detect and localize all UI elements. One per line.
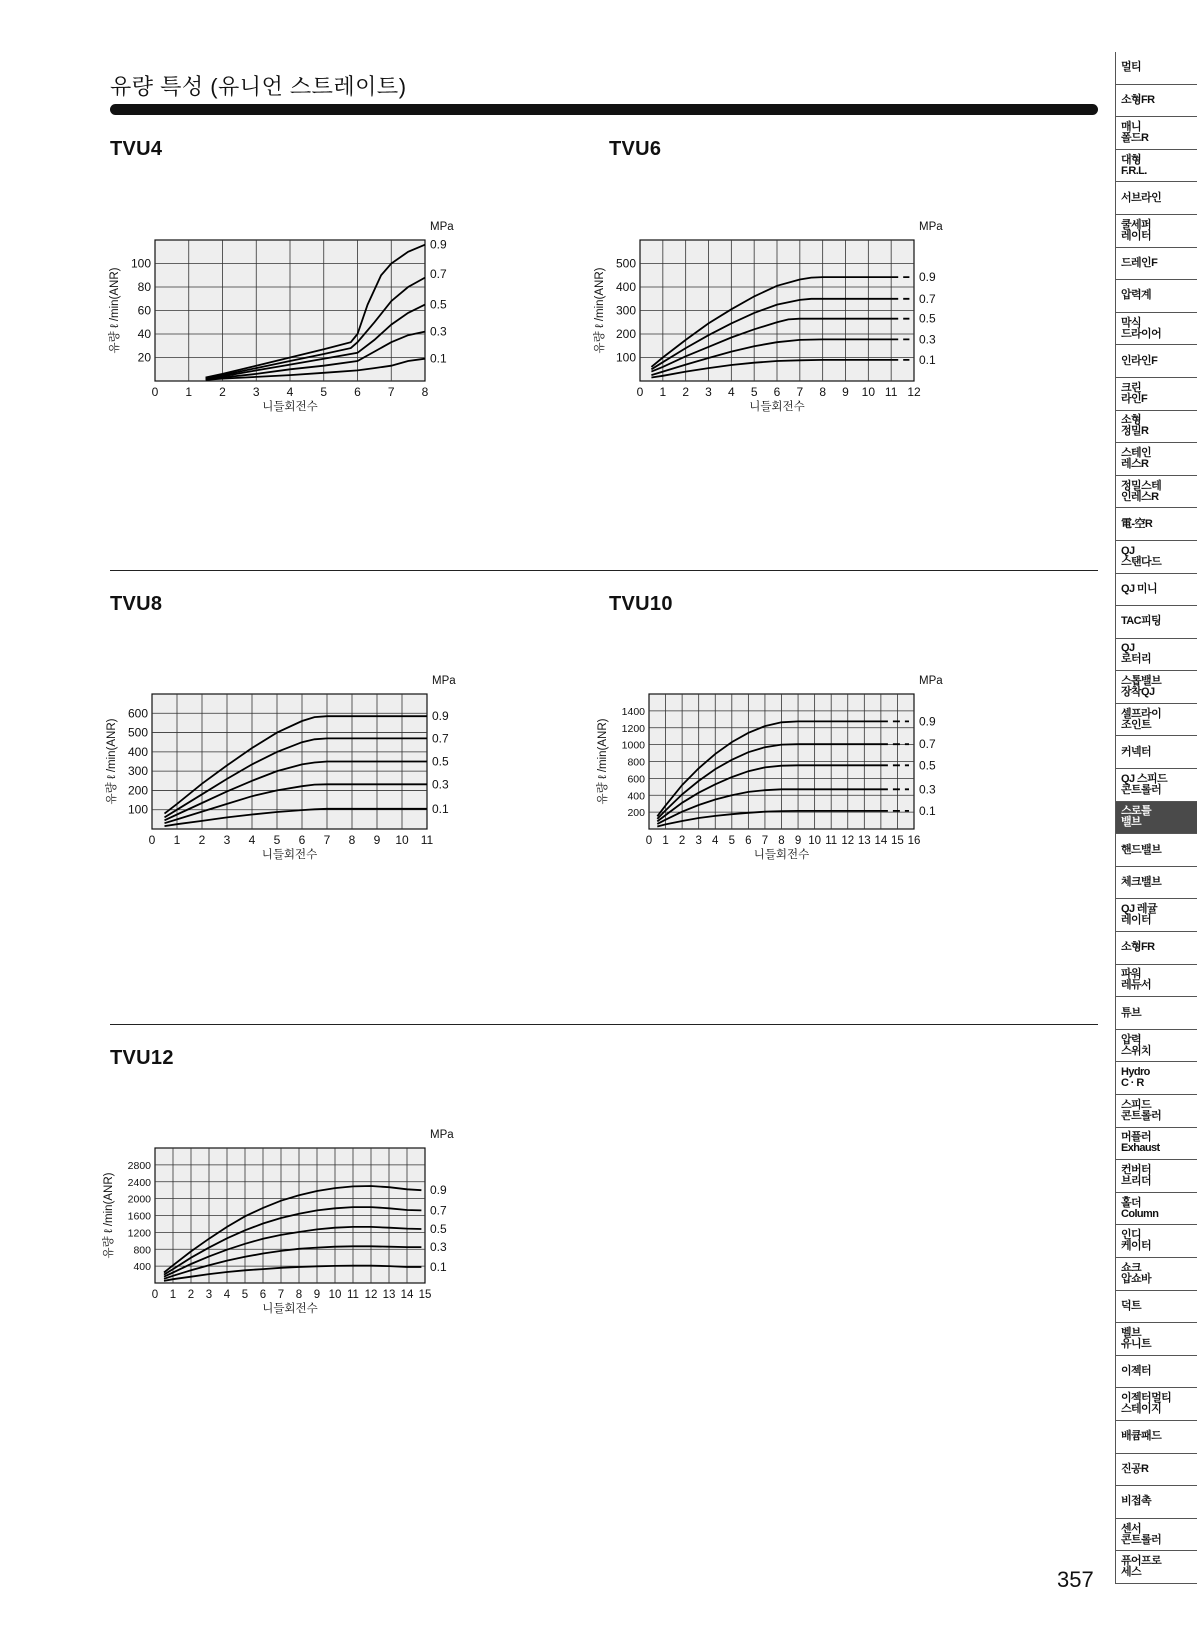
sidebar-item[interactable]: QJ 스피드 콘트롤러	[1116, 769, 1197, 802]
page-number: 357	[1057, 1567, 1094, 1592]
category-sidebar	[1115, 52, 1197, 1584]
x-tick-label: 13	[857, 835, 871, 847]
x-tick-label: 0	[636, 385, 644, 399]
x-tick-label: 2	[187, 1289, 195, 1301]
sidebar-item[interactable]: 매니 폴드R	[1116, 117, 1197, 150]
x-tick-label: 1	[169, 1289, 177, 1301]
x-tick-label: 0	[645, 835, 653, 847]
series-label: 0.5	[919, 311, 936, 326]
x-tick-label: 6	[745, 835, 752, 847]
series-label: 0.5	[430, 297, 447, 312]
sidebar-item[interactable]: 대형 F.R.L.	[1116, 150, 1197, 183]
sidebar-item[interactable]: 퓨어프로 세스	[1116, 1551, 1197, 1584]
sidebar-item[interactable]: 파워 레듀서	[1116, 965, 1197, 998]
y-tick-label: 1400	[621, 705, 645, 718]
x-tick-label: 9	[313, 1289, 321, 1301]
x-tick-label: 9	[794, 835, 802, 847]
unit-label: MPa	[432, 675, 456, 687]
series-label: 0.9	[432, 709, 449, 724]
sidebar-item[interactable]: 소형 정밀R	[1116, 411, 1197, 444]
page-title: 유량 특성 (유니언 스트레이트)	[110, 74, 407, 99]
chart-title-tvu8: TVU8	[110, 593, 163, 615]
sidebar-item[interactable]: QJ 미니	[1116, 574, 1197, 607]
x-tick-label: 8	[421, 385, 429, 399]
series-label: 0.3	[430, 1240, 447, 1255]
chart-title-tvu10: TVU10	[609, 593, 673, 615]
x-tick-label: 7	[323, 833, 331, 847]
x-axis-label: 니들회전수	[753, 849, 810, 861]
series-label: 0.3	[919, 782, 936, 797]
x-tick-label: 8	[348, 833, 356, 847]
x-tick-label: 2	[198, 833, 206, 847]
x-tick-label: 10	[861, 385, 876, 399]
x-tick-label: 12	[364, 1289, 378, 1301]
x-tick-label: 5	[273, 833, 281, 847]
x-tick-label: 4	[712, 835, 719, 847]
y-tick-label: 100	[615, 350, 636, 365]
series-label: 0.7	[919, 737, 936, 752]
sidebar-item[interactable]: 스피드 콘트롤러	[1116, 1095, 1197, 1128]
y-tick-label: 300	[127, 764, 148, 779]
x-tick-label: 5	[320, 385, 328, 399]
x-tick-label: 11	[420, 833, 434, 847]
sidebar-item[interactable]: 서브라인	[1116, 182, 1197, 215]
series-label: 0.9	[430, 1183, 447, 1198]
chart-title-tvu12: TVU12	[110, 1047, 174, 1069]
x-tick-label: 4	[248, 833, 256, 847]
y-tick-label: 400	[615, 280, 636, 294]
series-label: 0.7	[430, 267, 447, 282]
chart-title-tvu4: TVU4	[110, 138, 163, 160]
y-tick-label: 400	[627, 790, 645, 803]
sidebar-item[interactable]: 이젝터	[1116, 1356, 1197, 1389]
sidebar-item[interactable]: 비접촉	[1116, 1486, 1197, 1519]
x-tick-label: 9	[842, 385, 849, 399]
series-label: 0.1	[919, 803, 936, 818]
sidebar-item[interactable]: TAC피팅	[1116, 606, 1197, 639]
y-tick-label: 500	[127, 725, 148, 740]
x-tick-label: 6	[354, 385, 361, 399]
x-tick-label: 8	[778, 835, 785, 847]
sidebar-item[interactable]: 배큠패드	[1116, 1421, 1197, 1454]
x-tick-label: 14	[400, 1289, 414, 1301]
sidebar-item[interactable]: 쿨세퍼 레이터	[1116, 215, 1197, 248]
unit-label: MPa	[919, 221, 943, 233]
x-tick-label: 6	[259, 1289, 267, 1301]
sidebar-item[interactable]: 크린 라인F	[1116, 378, 1197, 411]
sidebar-item[interactable]: 머플러 Exhaust	[1116, 1128, 1197, 1161]
x-tick-label: 12	[907, 385, 921, 399]
series-label: 0.5	[430, 1222, 447, 1236]
sidebar-item[interactable]: 드레인F	[1116, 248, 1197, 281]
sidebar-item[interactable]: 핸드밸브	[1116, 834, 1197, 867]
series-label: 0.7	[919, 291, 936, 306]
x-tick-label: 3	[695, 835, 702, 847]
y-tick-label: 400	[133, 1261, 151, 1274]
y-tick-label: 20	[137, 350, 151, 365]
x-axis-label: 니들회전수	[749, 401, 805, 413]
x-axis-label: 니들회전수	[261, 849, 318, 861]
y-tick-label: 1600	[127, 1210, 151, 1223]
x-tick-label: 1	[659, 385, 667, 399]
x-tick-label: 0	[148, 833, 156, 847]
sidebar-item[interactable]: 멀티	[1116, 52, 1197, 85]
unit-label: MPa	[430, 1129, 454, 1141]
y-tick-label: 500	[615, 256, 636, 271]
sidebar-item[interactable]: 電-空R	[1116, 508, 1197, 541]
sidebar-item[interactable]: 컨버터 브리더	[1116, 1160, 1197, 1193]
sidebar-item[interactable]: 진공R	[1116, 1454, 1197, 1487]
x-tick-label: 5	[750, 385, 758, 399]
y-tick-label: 200	[615, 327, 636, 341]
sidebar-item[interactable]: 벨브 유니트	[1116, 1323, 1197, 1356]
x-tick-label: 3	[223, 833, 231, 847]
sidebar-item[interactable]: 홀더 Column	[1116, 1193, 1197, 1226]
x-tick-label: 16	[907, 835, 921, 847]
y-tick-label: 60	[137, 303, 151, 318]
series-label: 0.3	[430, 324, 447, 339]
x-tick-label: 15	[418, 1289, 432, 1301]
x-tick-label: 15	[891, 835, 904, 847]
unit-label: MPa	[919, 675, 943, 687]
y-tick-label: 2800	[127, 1159, 151, 1172]
series-label: 0.1	[430, 1259, 447, 1274]
x-tick-label: 0	[151, 385, 159, 399]
sidebar-item[interactable]: 센서 콘트롤러	[1116, 1519, 1197, 1552]
sidebar-item[interactable]: QJ 레귤 레이터	[1116, 899, 1197, 932]
y-tick-label: 600	[127, 706, 148, 721]
sidebar-item[interactable]: 셀프라이 조인트	[1116, 704, 1197, 737]
x-tick-label: 10	[328, 1289, 342, 1301]
y-tick-label: 2400	[127, 1176, 151, 1189]
y-axis-label: 유량 ℓ /min(ANR)	[597, 718, 609, 805]
sidebar-item[interactable]: 이젝터멀티 스테이지	[1116, 1388, 1197, 1421]
y-tick-label: 200	[627, 807, 645, 820]
x-tick-label: 7	[796, 385, 804, 399]
y-tick-label: 100	[127, 802, 148, 817]
chart-title-tvu6: TVU6	[609, 138, 662, 160]
series-label: 0.9	[919, 714, 936, 729]
series-label: 0.1	[432, 801, 449, 816]
x-tick-label: 1	[173, 833, 181, 847]
series-label: 0.1	[919, 352, 936, 367]
y-axis-label: 유량 ℓ /min(ANR)	[106, 718, 118, 805]
x-tick-label: 11	[825, 835, 838, 847]
x-tick-label: 9	[373, 833, 381, 847]
y-tick-label: 300	[615, 303, 636, 318]
x-tick-label: 13	[382, 1289, 396, 1301]
sidebar-item[interactable]: 막식 드라이어	[1116, 313, 1197, 346]
x-tick-label: 3	[705, 385, 712, 399]
sidebar-item[interactable]: 압력계	[1116, 280, 1197, 313]
x-tick-label: 4	[727, 385, 735, 399]
sidebar-item[interactable]: 덕트	[1116, 1291, 1197, 1324]
unit-label: MPa	[430, 221, 454, 233]
sidebar-item[interactable]: 압력 스위치	[1116, 1030, 1197, 1063]
sidebar-item[interactable]: 튜브	[1116, 997, 1197, 1030]
y-tick-label: 800	[627, 756, 645, 769]
sidebar-item[interactable]: QJ 스탠다드	[1116, 541, 1197, 574]
x-tick-label: 12	[841, 835, 855, 847]
series-label: 0.7	[430, 1203, 447, 1218]
y-axis-label: 유량 ℓ /min(ANR)	[594, 267, 606, 354]
y-axis-label: 유량 ℓ /min(ANR)	[109, 267, 121, 354]
x-tick-label: 7	[387, 385, 395, 399]
sidebar-item[interactable]: 인디 케이터	[1116, 1225, 1197, 1258]
x-axis-label: 니들회전수	[262, 401, 318, 413]
sidebar-item[interactable]: 정밀스테 인레스R	[1116, 476, 1197, 509]
x-tick-label: 5	[728, 835, 736, 847]
x-tick-label: 10	[395, 833, 409, 847]
sidebar-item[interactable]: 쇼크 압쇼바	[1116, 1258, 1197, 1291]
x-tick-label: 2	[219, 385, 226, 399]
x-tick-label: 1	[662, 835, 669, 847]
series-label: 0.3	[919, 332, 936, 347]
y-tick-label: 600	[627, 773, 645, 786]
series-label: 0.5	[432, 754, 449, 769]
x-tick-label: 11	[884, 385, 898, 399]
x-tick-label: 2	[678, 835, 686, 847]
x-tick-label: 3	[205, 1289, 213, 1301]
x-tick-label: 7	[277, 1289, 285, 1301]
y-tick-label: 2000	[127, 1193, 151, 1206]
y-tick-label: 1000	[621, 739, 645, 752]
sidebar-item[interactable]: 체크밸브	[1116, 867, 1197, 900]
x-tick-label: 3	[252, 385, 260, 399]
x-tick-label: 11	[347, 1289, 359, 1301]
y-tick-label: 800	[133, 1244, 151, 1257]
x-axis-label: 니들회전수	[262, 1303, 318, 1315]
sidebar-item[interactable]: 인라인F	[1116, 345, 1197, 378]
sidebar-item[interactable]: QJ 로터리	[1116, 639, 1197, 672]
sidebar-item[interactable]: 커넥터	[1116, 736, 1197, 769]
x-tick-label: 10	[808, 835, 822, 847]
y-tick-label: 40	[137, 327, 151, 341]
sidebar-item[interactable]: 스톱밸브 장착QJ	[1116, 671, 1197, 704]
sidebar-item[interactable]: 스테인 레스R	[1116, 443, 1197, 476]
x-tick-label: 2	[682, 385, 690, 399]
sidebar-item[interactable]: 소형FR	[1116, 85, 1197, 118]
x-tick-label: 8	[819, 385, 827, 399]
y-tick-label: 100	[130, 256, 151, 271]
sidebar-item[interactable]: 스로틀 밸브	[1116, 802, 1197, 835]
x-tick-label: 1	[185, 385, 193, 399]
x-tick-label: 0	[151, 1289, 159, 1301]
x-tick-label: 5	[241, 1289, 249, 1301]
x-tick-label: 14	[874, 835, 888, 847]
series-label: 0.1	[430, 351, 447, 366]
sidebar-item[interactable]: 소형FR	[1116, 932, 1197, 965]
y-tick-label: 200	[127, 783, 148, 798]
series-label: 0.3	[432, 777, 449, 792]
x-tick-label: 6	[773, 385, 781, 399]
y-tick-label: 1200	[621, 722, 645, 735]
series-label: 0.9	[430, 237, 447, 252]
x-tick-label: 4	[286, 385, 294, 399]
x-tick-label: 4	[223, 1289, 231, 1301]
series-label: 0.7	[432, 731, 449, 746]
x-tick-label: 8	[295, 1289, 303, 1301]
y-axis-label: 유량 ℓ /min(ANR)	[103, 1172, 115, 1259]
sidebar-item[interactable]: Hydro C · R	[1116, 1062, 1197, 1095]
y-tick-label: 80	[137, 280, 151, 294]
x-tick-label: 6	[298, 833, 306, 847]
x-tick-label: 7	[761, 835, 769, 847]
series-label: 0.9	[919, 270, 936, 285]
y-tick-label: 400	[127, 744, 148, 759]
series-label: 0.5	[919, 758, 936, 773]
y-tick-label: 1200	[127, 1227, 151, 1240]
